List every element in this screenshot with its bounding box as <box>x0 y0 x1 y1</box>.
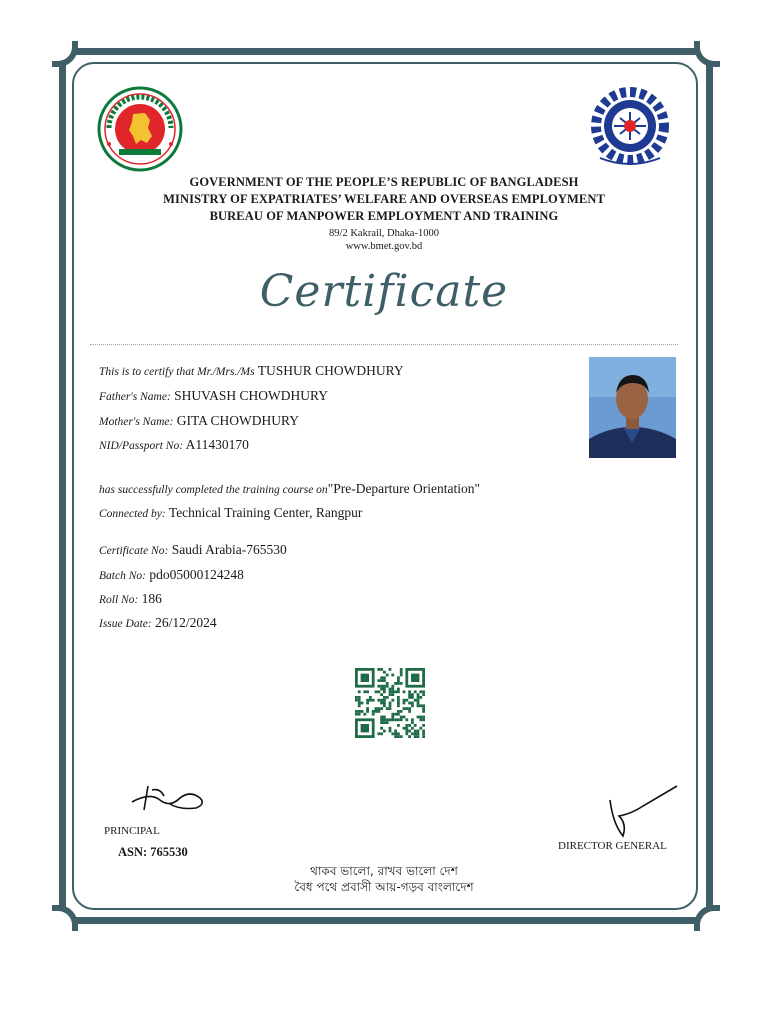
slogan-line-1: থাকব ভালো, রাখব ভালো দেশ <box>310 864 458 878</box>
cert-no-label: Certificate No: <box>99 545 169 557</box>
field-batch-row <box>99 567 244 583</box>
asn-number: ASN: 765530 <box>118 845 188 859</box>
slogan-line-2: বৈধ পথে প্রবাসী আয়-গড়ব বাংলাদেশ <box>294 880 474 894</box>
field-issue-row <box>99 615 217 631</box>
connected-label: Connected by: <box>99 508 166 520</box>
candidate-photo <box>589 357 676 458</box>
header-block <box>90 174 678 253</box>
field-course-row <box>99 481 480 497</box>
issue-label: Issue Date: <box>99 618 152 630</box>
field-nid-row <box>99 437 249 453</box>
header-bureau: BUREAU OF MANPOWER EMPLOYMENT AND TRAINING <box>209 209 559 223</box>
father-name: SHUVASH CHOWDHURY <box>174 388 329 403</box>
field-certno-row <box>99 542 287 558</box>
bmet-logo <box>590 86 670 170</box>
candidate-name: TUSHUR CHOWDHURY <box>257 363 404 378</box>
mother-name: GITA CHOWDHURY <box>176 413 299 428</box>
header-address: 89/2 Kakrail, Dhaka-1000 <box>329 228 439 239</box>
field-name-row <box>99 363 404 379</box>
cert-no-value: Saudi Arabia-765530 <box>171 542 287 557</box>
director-label: DIRECTOR GENERAL <box>558 840 667 852</box>
verification-qr-code <box>353 668 427 738</box>
certificate-title: Certificate <box>259 266 509 317</box>
nid-label: NID/Passport No: <box>99 440 184 452</box>
field-father-row <box>99 388 328 404</box>
course-name: "Pre-Departure Orientation" <box>327 481 481 496</box>
header-ministry: MINISTRY OF EXPATRIATES’ WELFARE AND OVERSEAS EMPLOYMENT <box>163 192 605 206</box>
field-connected-row <box>99 505 362 521</box>
batch-label: Batch No: <box>99 570 146 582</box>
principal-label: PRINCIPAL <box>104 825 160 837</box>
completed-label: has successfully completed the training course on <box>99 484 328 496</box>
issue-value: 26/12/2024 <box>155 615 217 630</box>
field-roll-row <box>99 591 162 607</box>
principal-signature <box>130 780 210 816</box>
roll-label: Roll No: <box>99 594 139 606</box>
father-label: Father's Name: <box>99 391 171 403</box>
connected-value: Technical Training Center, Rangpur <box>168 505 363 520</box>
field-mother-row <box>99 413 299 429</box>
roll-value: 186 <box>141 591 162 606</box>
header-website: www.bmet.gov.bd <box>345 241 423 252</box>
nid-value: A11430170 <box>185 437 249 452</box>
mother-label: Mother's Name: <box>99 416 174 428</box>
government-seal-logo <box>95 86 185 172</box>
divider <box>90 344 678 345</box>
certify-label: This is to certify that Mr./Mrs./Ms <box>99 366 255 378</box>
director-signature <box>605 784 680 840</box>
header-government: GOVERNMENT OF THE PEOPLE’S REPUBLIC OF BANGLADESH <box>189 175 579 189</box>
batch-value: pdo05000124248 <box>149 567 244 582</box>
